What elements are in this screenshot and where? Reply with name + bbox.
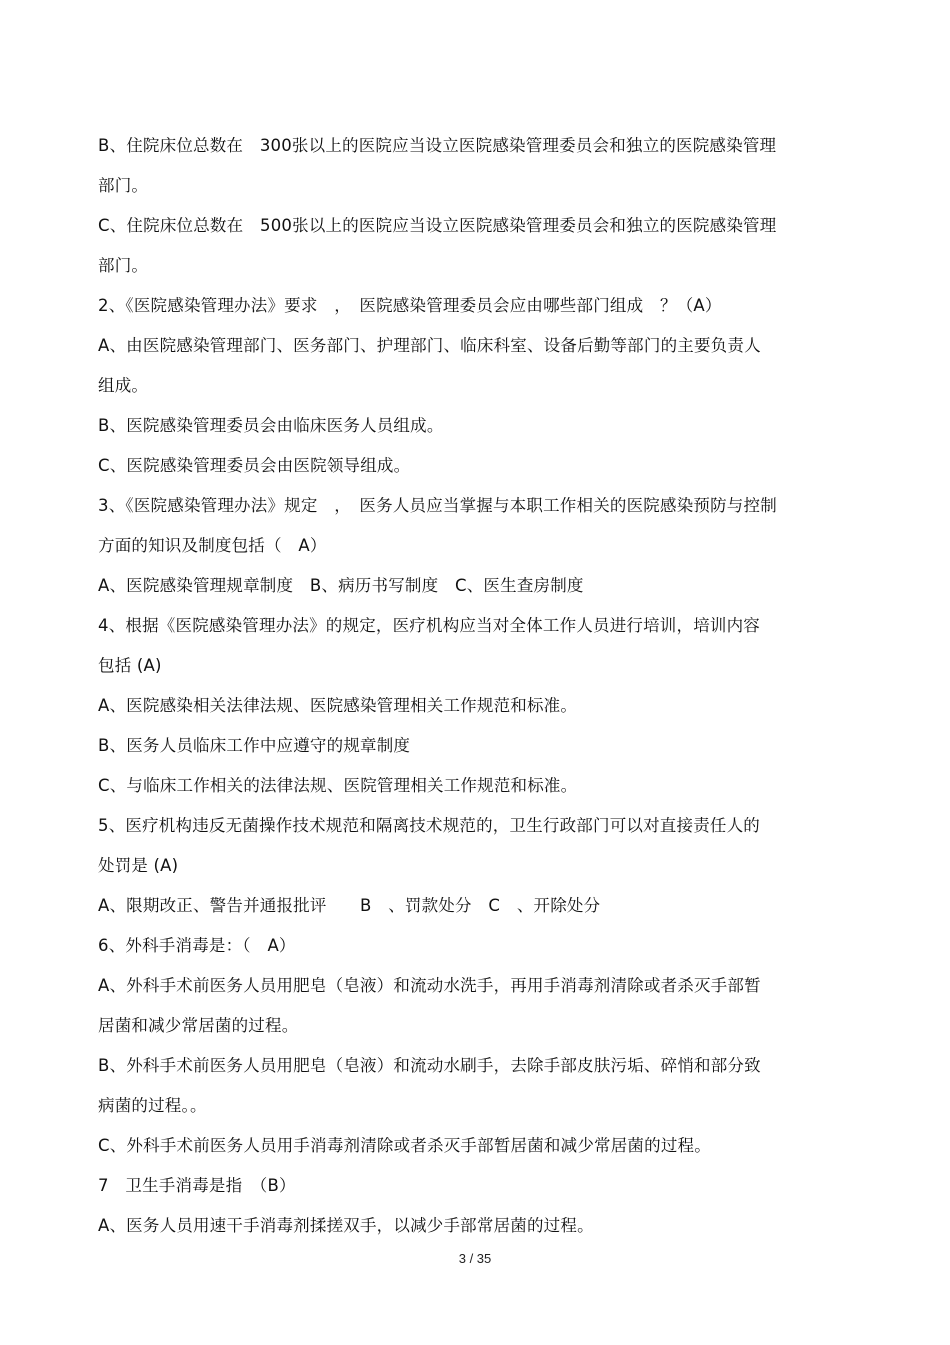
text-line: B、外科手术前医务人员用肥皂（皂液）和流动水刷手，去除手部皮肤污垢、碎悄和部分致 <box>98 1056 761 1075</box>
text-line: A、由医院感染管理部门、医务部门、护理部门、临床科室、设备后勤等部门的主要负责人 <box>98 336 761 355</box>
text-line: A、外科手术前医务人员用肥皂（皂液）和流动水洗手，再用手消毒剂清除或者杀灭手部暂 <box>98 976 761 995</box>
text-line: 处罚是 (A) <box>98 856 179 875</box>
text-line: 病菌的过程。。 <box>98 1096 207 1115</box>
text-line: 居菌和减少常居菌的过程。 <box>98 1016 299 1035</box>
text-line: 包括 (A) <box>98 656 162 675</box>
page-number: 3 / 35 <box>458 1251 492 1266</box>
question-line: 5、医疗机构违反无菌操作技术规范和隔离技术规范的，卫生行政部门可以对直接责任人的 <box>98 816 760 835</box>
text-line: C、住院床位总数在 500张以上的医院应当设立医院感染管理委员会和独立的医院感染管理 <box>98 216 777 235</box>
text-line: A、医务人员用速干手消毒剂揉搓双手，以减少手部常居菌的过程。 <box>98 1216 594 1235</box>
question-line: 3、《医院感染管理办法》规定 ， 医务人员应当掌握与本职工作相关的医院感染预防与控制 <box>98 496 777 515</box>
text-line: A、医院感染相关法律法规、医院感染管理相关工作规范和标准。 <box>98 696 578 715</box>
question-line: 6、外科手消毒是：（ A） <box>98 936 296 955</box>
text-line: A、限期改正、警告并通报批评 B 、罚款处分 C 、开除处分 <box>98 896 601 915</box>
question-line: 2、《医院感染管理办法》要求 ， 医院感染管理委员会应由哪些部门组成 ？（A） <box>98 296 722 315</box>
text-line: B、住院床位总数在 300张以上的医院应当设立医院感染管理委员会和独立的医院感染管理 <box>98 136 777 155</box>
text-line: 组成。 <box>98 376 149 395</box>
question-line: 7 卫生手消毒是指 （B） <box>98 1176 296 1195</box>
question-line: 4、根据《医院感染管理办法》的规定，医疗机构应当对全体工作人员进行培训，培训内容 <box>98 616 760 635</box>
document-body <box>98 126 838 1246</box>
text-line: C、与临床工作相关的法律法规、医院管理相关工作规范和标准。 <box>98 776 578 795</box>
text-line: 部门。 <box>98 176 149 195</box>
text-line: C、医院感染管理委员会由医院领导组成。 <box>98 456 411 475</box>
text-line: B、医务人员临床工作中应遵守的规章制度 <box>98 736 411 755</box>
text-line: B、医院感染管理委员会由临床医务人员组成。 <box>98 416 444 435</box>
text-line: C、外科手术前医务人员用手消毒剂清除或者杀灭手部暂居菌和减少常居菌的过程。 <box>98 1136 711 1155</box>
text-line: 部门。 <box>98 256 149 275</box>
text-line: 方面的知识及制度包括（ A） <box>98 536 327 555</box>
text-line: A、医院感染管理规章制度 B、病历书写制度 C、医生查房制度 <box>98 576 584 595</box>
